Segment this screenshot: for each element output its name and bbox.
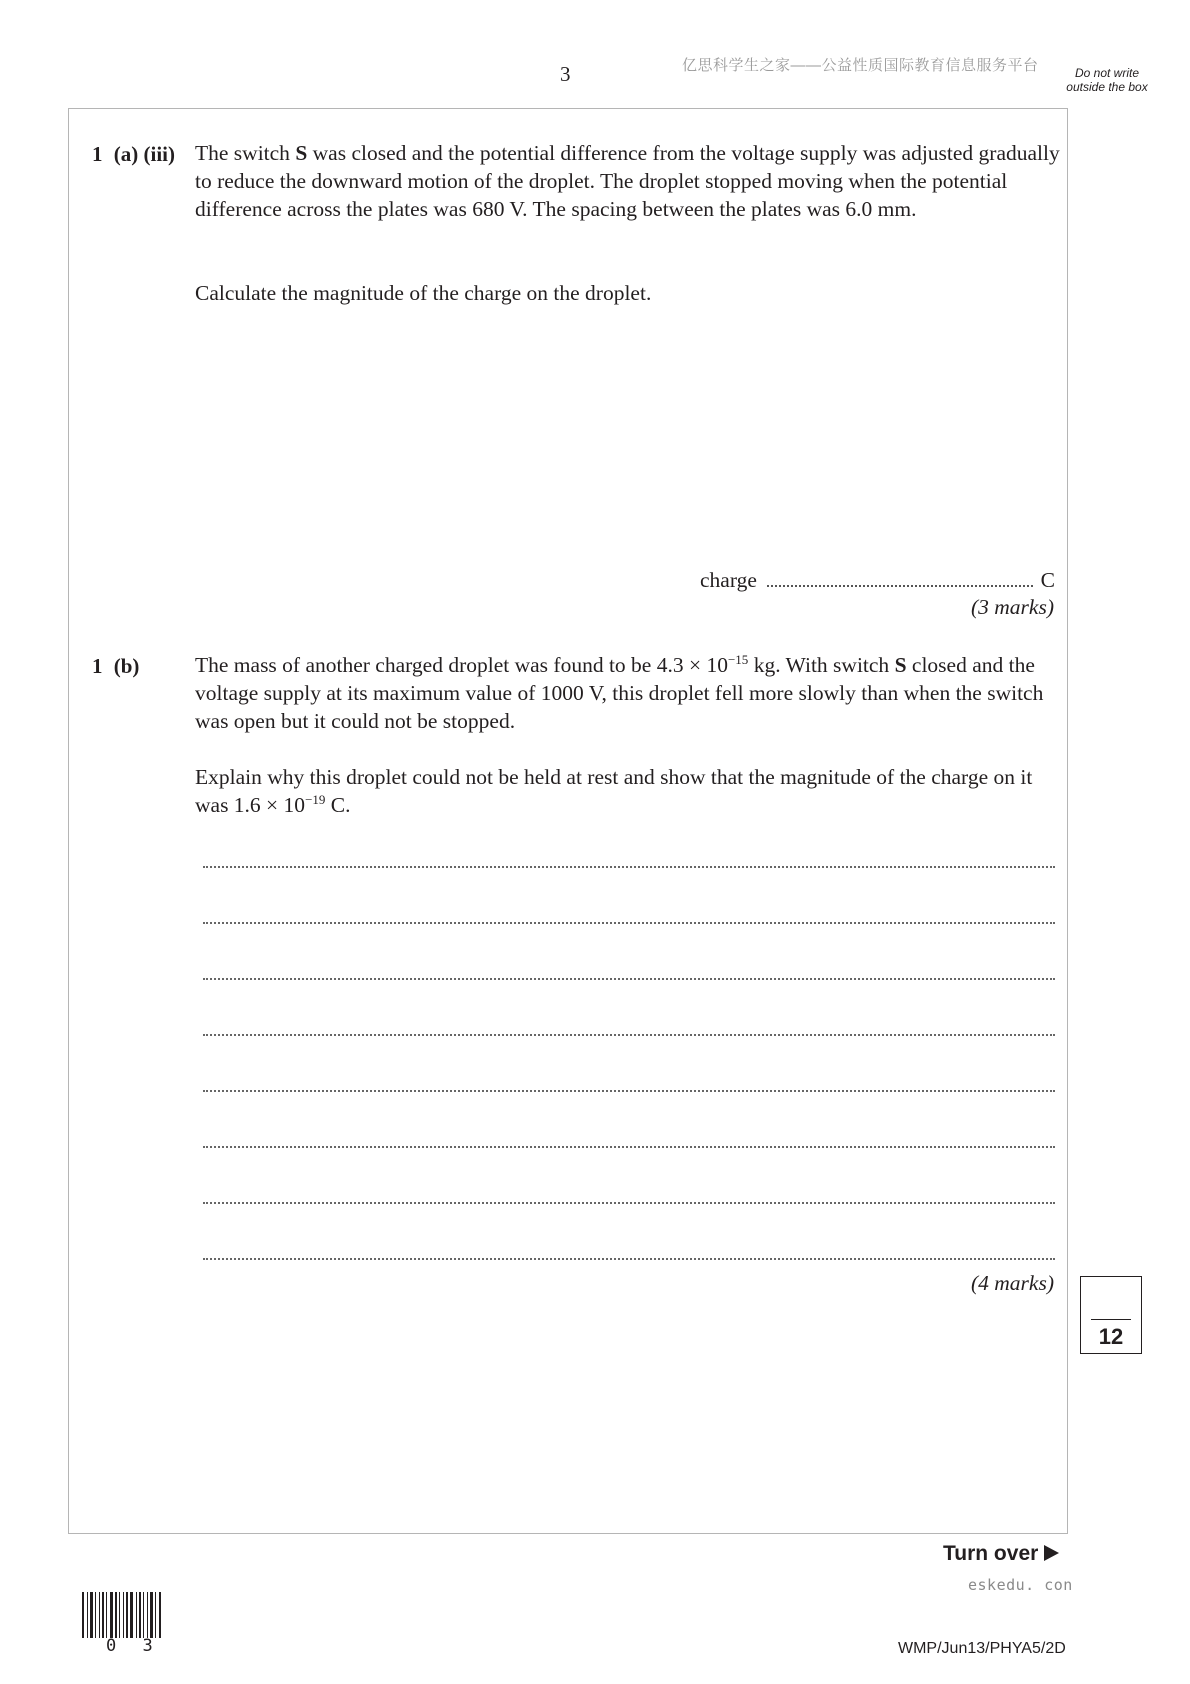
play-arrow-icon — [1044, 1545, 1059, 1561]
answer-line[interactable] — [203, 1034, 1055, 1036]
answer-line[interactable] — [203, 1258, 1055, 1260]
instruction-a3: Calculate the magnitude of the charge on the droplet. — [195, 281, 652, 305]
barcode-digits: 0 3 — [106, 1636, 161, 1656]
question-text-b — [195, 651, 1063, 735]
barcode-bar — [150, 1592, 153, 1638]
site-watermark: eskedu. con — [968, 1576, 1073, 1594]
watermark-text: 亿思科学生之家——公益性质国际教育信息服务平台 — [682, 57, 1039, 74]
answer-line[interactable] — [203, 866, 1055, 868]
barcode-bar — [102, 1592, 104, 1638]
question-number — [92, 142, 175, 167]
answer-line[interactable] — [203, 1090, 1055, 1092]
barcode-bar — [136, 1592, 137, 1638]
barcode-bar — [130, 1592, 133, 1638]
exponent: −19 — [305, 792, 326, 807]
paper-code: WMP/Jun13/PHYA5/2D — [898, 1640, 1066, 1657]
question-text-segment: The mass of another charged droplet was found to be 4.3 × 10 — [195, 653, 728, 677]
marks-b: (4 marks) — [971, 1271, 1054, 1295]
answer-line[interactable] — [203, 1146, 1055, 1148]
barcode-bar — [123, 1592, 124, 1638]
answer-line[interactable] — [203, 978, 1055, 980]
barcode-bar — [126, 1592, 128, 1638]
switch-label: S — [295, 141, 308, 165]
question-text-segment: kg. With switch — [748, 653, 895, 677]
instruction-b — [195, 763, 1063, 819]
barcode-bar — [110, 1592, 113, 1638]
page-number: 3 — [560, 62, 571, 86]
barcode-bar — [90, 1592, 93, 1638]
charge-label: charge — [700, 568, 757, 592]
barcode-bar — [119, 1592, 120, 1638]
barcode-bar — [155, 1592, 156, 1638]
exponent: −15 — [727, 652, 749, 667]
turn-over-text: Turn over — [943, 1542, 1039, 1565]
barcode-bar — [139, 1592, 141, 1638]
barcode-bar — [147, 1592, 148, 1638]
question-number-value: 1 — [92, 654, 103, 678]
barcode-bar — [82, 1592, 84, 1638]
score-divider — [1091, 1319, 1131, 1320]
question-part-label: (b) — [113, 654, 140, 678]
answer-box-frame — [68, 108, 1068, 1534]
question-number-value: 1 — [92, 142, 103, 166]
charge-answer-field[interactable] — [767, 571, 1033, 587]
turn-over-label — [943, 1542, 1059, 1566]
question-text-segment: closed and the voltage supply at its maximum value of 1000 V, this droplet fell more slowly than when the switch was open but it could not be stopped. — [195, 653, 1044, 733]
answer-line[interactable] — [203, 922, 1055, 924]
barcode-bar — [106, 1592, 107, 1638]
margin-note: Do not write outside the box — [1066, 66, 1148, 94]
barcode-bar — [143, 1592, 144, 1638]
score-total: 12 — [1098, 1324, 1124, 1349]
question-text-segment: The switch — [195, 141, 290, 165]
marks-a3: (3 marks) — [971, 595, 1054, 619]
barcode-icon — [82, 1592, 176, 1638]
score-box — [1080, 1276, 1142, 1354]
question-number-b — [92, 654, 139, 679]
barcode-bar — [159, 1592, 161, 1638]
barcode-bar — [95, 1592, 96, 1638]
instruction-segment: C. — [325, 793, 351, 817]
charge-unit: C — [1040, 568, 1055, 592]
question-text-a3 — [195, 139, 1063, 223]
instruction-segment: Explain why this droplet could not be held at rest and show that the magnitude of the charge on it was 1.6 × 10 — [195, 765, 1033, 817]
question-part-label: (a) (iii) — [113, 142, 175, 166]
switch-label: S — [894, 653, 907, 677]
barcode-bar — [115, 1592, 117, 1638]
barcode-bar — [99, 1592, 100, 1638]
answer-line[interactable] — [203, 1202, 1055, 1204]
charge-answer-line — [700, 568, 1055, 593]
barcode-bar — [87, 1592, 88, 1638]
question-text-segment: was closed and the potential difference from the voltage supply was adjusted gradually to reduce the downward motion of the droplet. The droplet stopped moving when the potential difference across the plates was 680 V. The spacing between the plates was 6.0 mm. — [195, 141, 1060, 221]
